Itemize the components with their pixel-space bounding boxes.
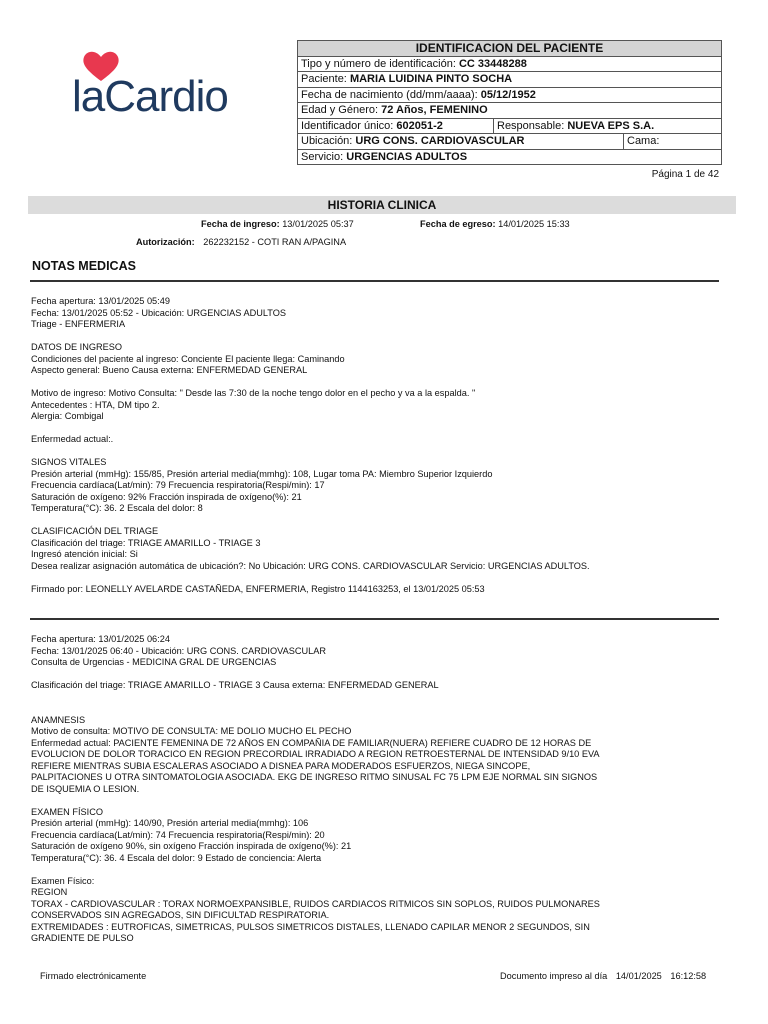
divider — [30, 618, 719, 620]
patient-uid-cell: Identificador único: 602051-2 — [298, 118, 494, 134]
patient-identification-table — [297, 40, 722, 165]
fecha-egreso: Fecha de egreso: 14/01/2025 15:33 — [420, 219, 570, 229]
medical-note-triage: Fecha apertura: 13/01/2025 05:49 Fecha: 13/01/2025 05:52 - Ubicación: URGENCIAS ADULTOS Triage - ENFERMERIA DATOS DE INGRESO Condiciones del paciente al ingreso: Conciente El paciente llega: Caminando Aspecto general: Bueno Causa externa: ENFERMEDAD GENERAL Motivo de ingreso: Motivo Consulta: " Desde las 7:30 de la noche tengo dolor en el pecho y va a la espalda. " Antecedentes : HTA, DM tipo 2. Alergia: Combigal Enfermedad actual:. SIGNOS VITALES Presión arterial (mmHg): 155/85, Presión arterial media(mmhg): 108, Lugar toma PA: Miembro Superior Izquierdo Frecuencia cardíaca(Lat/min): 79 Frecuencia respiratoria(Respi/min): 17 Saturación de oxígeno: 92% Fracción inspirada de oxígeno(%): 21 Temperatura(°C): 36. 2 Escala del dolor: 8 CLASIFICACIÓN DEL TRIAGE Clasificación del triage: TRIAGE AMARILLO - TRIAGE 3 Ingresó atención inicial: Si Desea realizar asignación automática de ubicación?: No Ubicación: URG CONS. CARDIOVASCULAR Servicio: URGENCIAS ADULTOS. Firmado por: LEONELLY AVELARDE CASTAÑEDA, ENFERMERIA, Registro 1144163253, el 13/01/2025 05:53 — [31, 296, 590, 594]
patient-location-value: URG CONS. CARDIOVASCULAR — [355, 135, 525, 148]
notas-medicas-heading: NOTAS MEDICAS — [32, 259, 136, 273]
patient-id-row: Tipo y número de identificación: CC 33448288 — [298, 56, 722, 72]
patient-dob-row: Fecha de nacimiento (dd/mm/aaaa): 05/12/1952 — [298, 87, 722, 103]
patient-bed-cell: Cama: — [624, 134, 722, 150]
autorizacion: Autorización: 262232152 - COTI RAN A/PAGINA — [136, 237, 347, 247]
logo-text: laCardio — [72, 72, 228, 121]
patient-table-title: IDENTIFICACION DEL PACIENTE — [298, 41, 722, 57]
patient-name-value: MARIA LUIDINA PINTO SOCHA — [349, 73, 513, 86]
page-number: Página 1 de 42 — [651, 169, 719, 180]
patient-service-value: URGENCIAS ADULTOS — [346, 150, 468, 163]
medical-note-consulta: Fecha apertura: 13/01/2025 06:24 Fecha: 13/01/2025 06:40 - Ubicación: URG CONS. CARDIOVASCULAR Consulta de Urgencias - MEDICINA GRAL DE URGENCIAS Clasificación del triage: TRIAGE AMARILLO - TRIAGE 3 Causa externa: ENFERMEDAD GENERAL ANAMNESIS Motivo de consulta: MOTIVO DE CONSULTA: ME DOLIO MUCHO EL PECHO Enfermedad actual: PACIENTE FEMENINA DE 72 AÑOS EN COMPAÑIA DE FAMILIAR(NUERA) REFIERE CUADRO DE 12 HORAS DE EVOLUCION DE DOLOR TORACICO EN REGION PRECORDIAL IRRADIADO A REGION RETROESTERNAL DE INTENSIDAD 9/10 EVA REFIERE MIENTRAS SUBIA ESCALERAS ASOCIADO A DISNEA PARA MODERADOS ESFUERZOS, NIEGA SINCOPE, PALPITACIONES U OTRA SINTOMATOLOGIA ASOCIADA. EKG DE INGRESO RITMO SINUSAL FC 75 LPM EJE NORMAL SIN SIGNOS DE ISQUEMIA O LESION. EXAMEN FÍSICO Presión arterial (mmHg): 140/90, Presión arterial media(mmhg): 106 Frecuencia cardíaca(Lat/min): 74 Frecuencia respiratoria(Respi/min): 20 Saturación de oxígeno 90%, sin oxígeno Fracción inspirada de oxígeno(%): 21 Temperatura(°C): 36. 4 Escala del dolor: 9 Estado de conciencia: Alerta Examen Físico: REGION TORAX - CARDIOVASCULAR : TORAX NORMOEXPANSIBLE, RUIDOS CARDIACOS RITMICOS SIN SOPLOS, RUIDOS PULMONARES CONSERVADOS SIN AGREGADOS, SIN DIFICULTAD RESPIRATORIA. EXTREMIDADES : EUTROFICAS, SIMETRICAS, PULSOS SIMETRICOS DISTALES, LLENADO CAPILAR MENOR 2 SEGUNDOS, SIN GRADIENTE DE PULSO — [31, 634, 600, 943]
patient-dob-value: 05/12/1952 — [480, 88, 536, 101]
patient-name-row: Paciente: MARIA LUIDINA PINTO SOCHA — [298, 72, 722, 88]
patient-responsable-cell: Responsable: NUEVA EPS S.A. — [494, 118, 722, 134]
signature-line: Firmado por: LEONELLY AVELARDE CASTAÑEDA, ENFERMERIA, Registro 1144163253, el 13/01/2025 05:53 — [31, 583, 485, 594]
patient-service-row: Servicio: URGENCIAS ADULTOS — [298, 149, 722, 165]
divider — [30, 280, 719, 282]
lacardio-logo — [72, 50, 252, 125]
historia-clinica-title: HISTORIA CLINICA — [28, 196, 736, 214]
patient-location-cell: Ubicación: URG CONS. CARDIOVASCULAR — [298, 134, 624, 150]
patient-age-row: Edad y Género: 72 Años, FEMENINO — [298, 103, 722, 119]
footer-signed: Firmado electrónicamente — [40, 971, 147, 981]
footer-printed: Documento impreso al día 14/01/2025 16:12:58 — [500, 971, 707, 981]
fecha-ingreso: Fecha de ingreso: 13/01/2025 05:37 — [201, 219, 354, 229]
patient-responsable-value: NUEVA EPS S.A. — [567, 119, 655, 132]
patient-id-value: CC 33448288 — [458, 57, 527, 70]
patient-age-value: 72 Años, FEMENINO — [381, 104, 488, 117]
patient-uid-value: 602051-2 — [396, 119, 443, 132]
